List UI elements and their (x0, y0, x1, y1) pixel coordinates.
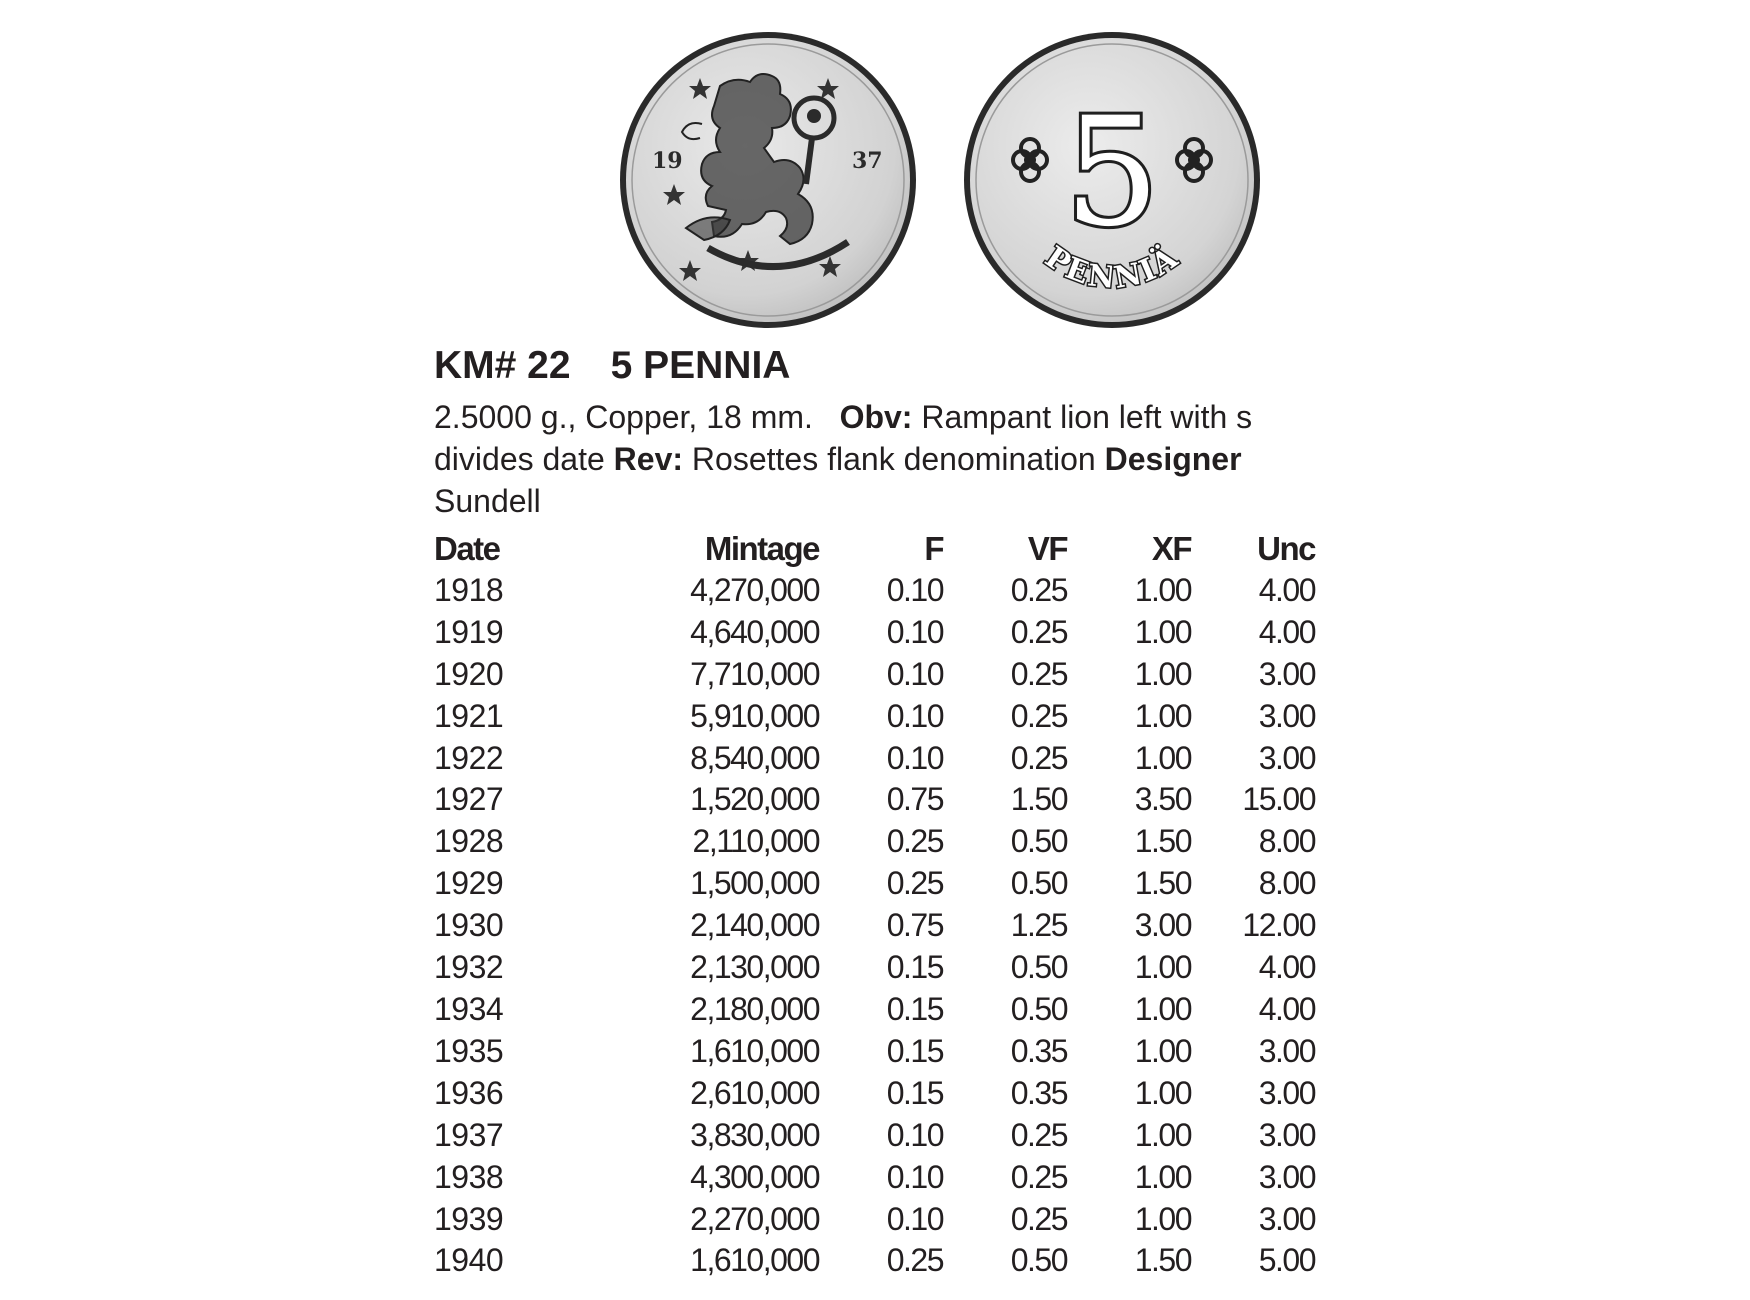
designer-name: Sundell (434, 483, 541, 519)
cell-xf: 1.00 (1134, 613, 1191, 650)
cell-mintage: 5,910,000 (690, 697, 819, 734)
header-xf: XF (1151, 530, 1191, 567)
table-row (434, 570, 1315, 612)
table-row (434, 779, 1315, 821)
cell-mintage: 7,710,000 (690, 655, 819, 692)
cell-vf: 0.25 (1010, 655, 1067, 692)
cell-vf: 0.50 (1010, 1242, 1067, 1279)
cell-date: 1920 (434, 655, 504, 692)
cell-date: 1930 (434, 907, 504, 944)
table-row (434, 1157, 1315, 1199)
cell-vf: 0.35 (1010, 1032, 1067, 1069)
cell-f: 0.10 (886, 613, 943, 650)
table-row (434, 989, 1315, 1031)
cell-mintage: 4,300,000 (690, 1158, 819, 1195)
cell-f: 0.25 (886, 823, 943, 860)
cell-unc: 4.00 (1258, 613, 1315, 650)
cell-f: 0.25 (886, 1242, 943, 1279)
cell-f: 0.15 (886, 949, 943, 986)
cell-date: 1938 (434, 1158, 504, 1195)
cell-date: 1928 (434, 823, 504, 860)
cell-mintage: 2,130,000 (690, 949, 819, 986)
obv-text: Rampant lion left with s (921, 399, 1253, 435)
cell-mintage: 2,110,000 (692, 823, 819, 860)
cell-vf: 1.50 (1010, 781, 1067, 818)
entry-description (434, 396, 1342, 522)
cell-unc: 3.00 (1258, 1200, 1315, 1237)
table-row (434, 654, 1315, 696)
table-row (434, 863, 1315, 905)
cell-mintage: 1,520,000 (690, 781, 819, 818)
cell-xf: 1.50 (1134, 1242, 1191, 1279)
cell-f: 0.75 (886, 781, 943, 818)
cell-vf: 1.25 (1010, 907, 1067, 944)
cell-f: 0.10 (886, 697, 943, 734)
table-row (434, 905, 1315, 947)
cell-f: 0.10 (886, 1200, 943, 1237)
cell-date: 1934 (434, 990, 504, 1027)
cell-unc: 4.00 (1258, 949, 1315, 986)
table-row (434, 1073, 1315, 1115)
table-row (434, 947, 1315, 989)
cell-date: 1922 (434, 739, 504, 776)
cell-mintage: 1,500,000 (690, 865, 819, 902)
reverse-coin-image (960, 28, 1264, 332)
table-row (434, 1240, 1315, 1282)
cell-xf: 1.00 (1134, 949, 1191, 986)
cell-date: 1921 (434, 697, 504, 734)
cell-unc: 3.00 (1258, 1158, 1315, 1195)
table-row (434, 821, 1315, 863)
cell-xf: 1.00 (1134, 1158, 1191, 1195)
cell-date: 1927 (434, 781, 504, 818)
km-number: KM# 22 (434, 344, 571, 387)
cell-unc: 15.00 (1242, 781, 1315, 818)
cell-vf: 0.25 (1010, 1200, 1067, 1237)
cell-vf: 0.50 (1010, 823, 1067, 860)
cell-f: 0.15 (886, 1074, 943, 1111)
reverse-denomination-numeral: 5 (1064, 86, 1160, 260)
description-line-2 (434, 438, 1342, 480)
cell-vf: 0.25 (1010, 739, 1067, 776)
cell-vf: 0.25 (1010, 1158, 1067, 1195)
cell-f: 0.25 (886, 865, 943, 902)
cell-f: 0.15 (886, 990, 943, 1027)
cell-mintage: 1,610,000 (690, 1242, 819, 1279)
cell-xf: 1.50 (1134, 865, 1191, 902)
cell-unc: 4.00 (1258, 990, 1315, 1027)
cell-xf: 1.00 (1134, 990, 1191, 1027)
cell-vf: 0.50 (1010, 949, 1067, 986)
cell-unc: 3.00 (1258, 697, 1315, 734)
designer-label: Designer (1104, 441, 1242, 477)
cell-xf: 1.00 (1134, 1116, 1191, 1153)
cell-f: 0.10 (886, 571, 943, 608)
cell-vf: 0.25 (1010, 1116, 1067, 1153)
cell-date: 1940 (434, 1242, 504, 1279)
cell-mintage: 2,140,000 (690, 907, 819, 944)
cell-date: 1918 (434, 571, 504, 608)
cell-unc: 8.00 (1258, 865, 1315, 902)
table-row (434, 612, 1315, 654)
cell-mintage: 1,610,000 (690, 1032, 819, 1069)
rev-label: Rev: (613, 441, 684, 477)
table-body (434, 570, 1315, 1282)
table-row (434, 1115, 1315, 1157)
header-date: Date (434, 530, 500, 567)
obverse-date-right: 37 (852, 148, 883, 174)
header-mintage: Mintage (704, 530, 819, 567)
cell-unc: 4.00 (1258, 571, 1315, 608)
cell-xf: 1.00 (1134, 1032, 1191, 1069)
cell-vf: 0.35 (1010, 1074, 1067, 1111)
cell-f: 0.10 (886, 1158, 943, 1195)
cell-vf: 0.50 (1010, 990, 1067, 1027)
table-row (434, 1031, 1315, 1073)
cell-f: 0.15 (886, 1032, 943, 1069)
cell-f: 0.10 (886, 655, 943, 692)
obverse-coin-image (616, 28, 920, 332)
table-row (434, 1199, 1315, 1241)
cell-date: 1919 (434, 613, 504, 650)
cell-unc: 3.00 (1258, 1032, 1315, 1069)
cell-vf: 0.25 (1010, 697, 1067, 734)
price-table (434, 528, 1315, 1282)
header-f: F (924, 530, 943, 567)
table-header-row (434, 528, 1315, 570)
table-row (434, 738, 1315, 780)
cell-date: 1929 (434, 865, 504, 902)
obverse-date-left: 19 (652, 148, 683, 174)
cell-mintage: 2,610,000 (690, 1074, 819, 1111)
rev-text: Rosettes flank denomination (691, 441, 1096, 477)
denomination-title: 5 PENNIA (610, 344, 791, 387)
cell-vf: 0.25 (1010, 571, 1067, 608)
description-line-3 (434, 480, 1342, 522)
coin-images (616, 28, 1256, 336)
cell-unc: 3.00 (1258, 1074, 1315, 1111)
cell-mintage: 3,830,000 (690, 1116, 819, 1153)
table-row (434, 696, 1315, 738)
cell-unc: 5.00 (1258, 1242, 1315, 1279)
cell-mintage: 4,270,000 (690, 571, 819, 608)
cell-xf: 1.00 (1134, 1200, 1191, 1237)
cell-f: 0.10 (886, 1116, 943, 1153)
cell-f: 0.10 (886, 739, 943, 776)
cell-xf: 1.00 (1134, 655, 1191, 692)
cell-unc: 3.00 (1258, 739, 1315, 776)
cell-unc: 3.00 (1258, 1116, 1315, 1153)
obv-text-continued: divides date (434, 441, 605, 477)
catalog-entry (434, 344, 1342, 522)
cell-xf: 1.50 (1134, 823, 1191, 860)
reverse-denomination-word: PENNIÄ (1038, 239, 1186, 297)
cell-mintage: 4,640,000 (690, 613, 819, 650)
cell-xf: 3.50 (1134, 781, 1191, 818)
specs-text: 2.5000 g., Copper, 18 mm. (434, 399, 813, 435)
cell-f: 0.75 (886, 907, 943, 944)
entry-title (434, 344, 1342, 388)
cell-unc: 12.00 (1242, 907, 1315, 944)
cell-date: 1935 (434, 1032, 504, 1069)
cell-unc: 3.00 (1258, 655, 1315, 692)
cell-date: 1939 (434, 1200, 504, 1237)
cell-xf: 1.00 (1134, 697, 1191, 734)
cell-xf: 1.00 (1134, 571, 1191, 608)
cell-date: 1932 (434, 949, 504, 986)
cell-vf: 0.25 (1010, 613, 1067, 650)
cell-vf: 0.50 (1010, 865, 1067, 902)
cell-unc: 8.00 (1258, 823, 1315, 860)
cell-date: 1937 (434, 1116, 504, 1153)
header-unc: Unc (1257, 530, 1315, 567)
cell-date: 1936 (434, 1074, 504, 1111)
cell-xf: 3.00 (1134, 907, 1191, 944)
obv-label: Obv: (839, 399, 913, 435)
header-vf: VF (1027, 530, 1067, 567)
description-line-1 (434, 396, 1342, 438)
cell-mintage: 2,180,000 (690, 990, 819, 1027)
cell-mintage: 8,540,000 (690, 739, 819, 776)
cell-xf: 1.00 (1134, 1074, 1191, 1111)
cell-xf: 1.00 (1134, 739, 1191, 776)
cell-mintage: 2,270,000 (690, 1200, 819, 1237)
